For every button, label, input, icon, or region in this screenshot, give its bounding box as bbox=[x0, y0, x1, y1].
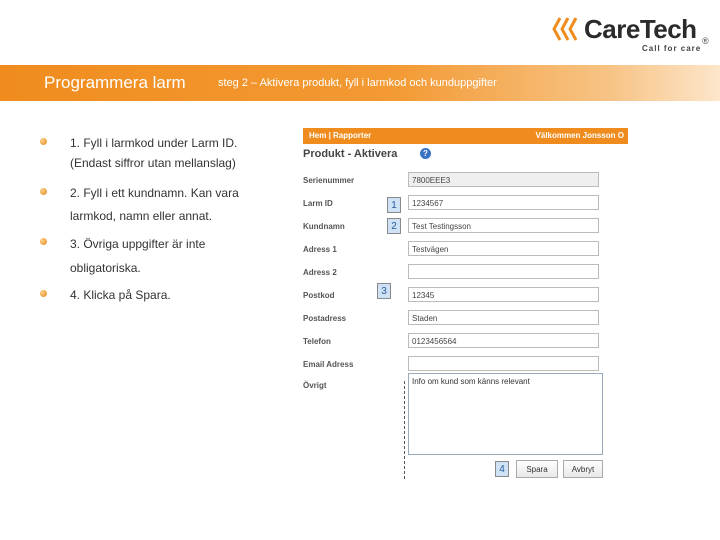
step-marker-2: 2 bbox=[387, 218, 401, 234]
focus-dashed-line bbox=[404, 381, 405, 479]
page-subtitle: steg 2 – Aktivera produkt, fyll i larmkod och kunduppgifter bbox=[218, 77, 497, 89]
bullet-note: (Endast siffror utan mellanslag) bbox=[70, 156, 236, 170]
activate-product-form bbox=[303, 128, 628, 490]
cancel-button[interactable]: Avbryt bbox=[563, 460, 603, 478]
postcode-input[interactable]: 12345 bbox=[408, 287, 599, 302]
welcome-text: Välkommen Jonsson O bbox=[535, 131, 624, 140]
bullet-text: 2. Fyll i ett kundnamn. Kan vara larmkod, namn eller annat. bbox=[70, 186, 239, 223]
bullet-text: 4. Klicka på Spara. bbox=[70, 288, 171, 302]
address1-input[interactable]: Testvägen bbox=[408, 241, 599, 256]
city-input[interactable]: Staden bbox=[408, 310, 599, 325]
field-label-serial: Serienummer bbox=[303, 176, 355, 185]
nav-links[interactable]: Hem | Rapporter bbox=[309, 131, 372, 140]
field-label-address2: Adress 2 bbox=[303, 268, 337, 277]
address2-input[interactable] bbox=[408, 264, 599, 279]
field-label-alarm-id: Larm ID bbox=[303, 199, 333, 208]
chevron-logo-icon bbox=[552, 16, 582, 42]
field-label-city: Postadress bbox=[303, 314, 347, 323]
bullet-text: 1. Fyll i larmkod under Larm ID. bbox=[70, 136, 238, 150]
serial-number-field: 7800EEE3 bbox=[408, 172, 599, 187]
step-marker-4: 4 bbox=[495, 461, 509, 477]
bullet-icon bbox=[40, 138, 47, 145]
step-marker-1: 1 bbox=[387, 197, 401, 213]
title-banner bbox=[0, 65, 720, 101]
bullet-text: 3. Övriga uppgifter är inte obligatoriska. bbox=[70, 237, 206, 275]
caretech-logo bbox=[552, 12, 712, 56]
step-marker-3: 3 bbox=[377, 283, 391, 299]
logo-name: CareTech bbox=[584, 14, 697, 44]
help-icon[interactable]: ? bbox=[420, 148, 431, 159]
logo-registered-mark: ® bbox=[702, 36, 709, 46]
field-label-email: Email Adress bbox=[303, 360, 354, 369]
page-title: Programmera larm bbox=[44, 73, 186, 92]
bullet-icon bbox=[40, 290, 47, 297]
top-nav-bar bbox=[303, 128, 628, 144]
bullet-icon bbox=[40, 238, 47, 245]
field-label-phone: Telefon bbox=[303, 337, 331, 346]
field-label-address1: Adress 1 bbox=[303, 245, 337, 254]
phone-input[interactable]: 0123456564 bbox=[408, 333, 599, 348]
save-button[interactable]: Spara bbox=[516, 460, 558, 478]
field-label-postcode: Postkod bbox=[303, 291, 335, 300]
alarm-id-input[interactable]: 1234567 bbox=[408, 195, 599, 210]
other-textarea[interactable]: Info om kund som känns relevant bbox=[408, 373, 603, 455]
field-label-customer-name: Kundnamn bbox=[303, 222, 345, 231]
logo-tagline: Call for care bbox=[642, 44, 702, 53]
email-input[interactable] bbox=[408, 356, 599, 371]
bullet-icon bbox=[40, 188, 47, 195]
form-title: Produkt - Aktivera bbox=[303, 148, 398, 160]
field-label-other: Övrigt bbox=[303, 381, 327, 390]
customer-name-input[interactable]: Test Testingsson bbox=[408, 218, 599, 233]
